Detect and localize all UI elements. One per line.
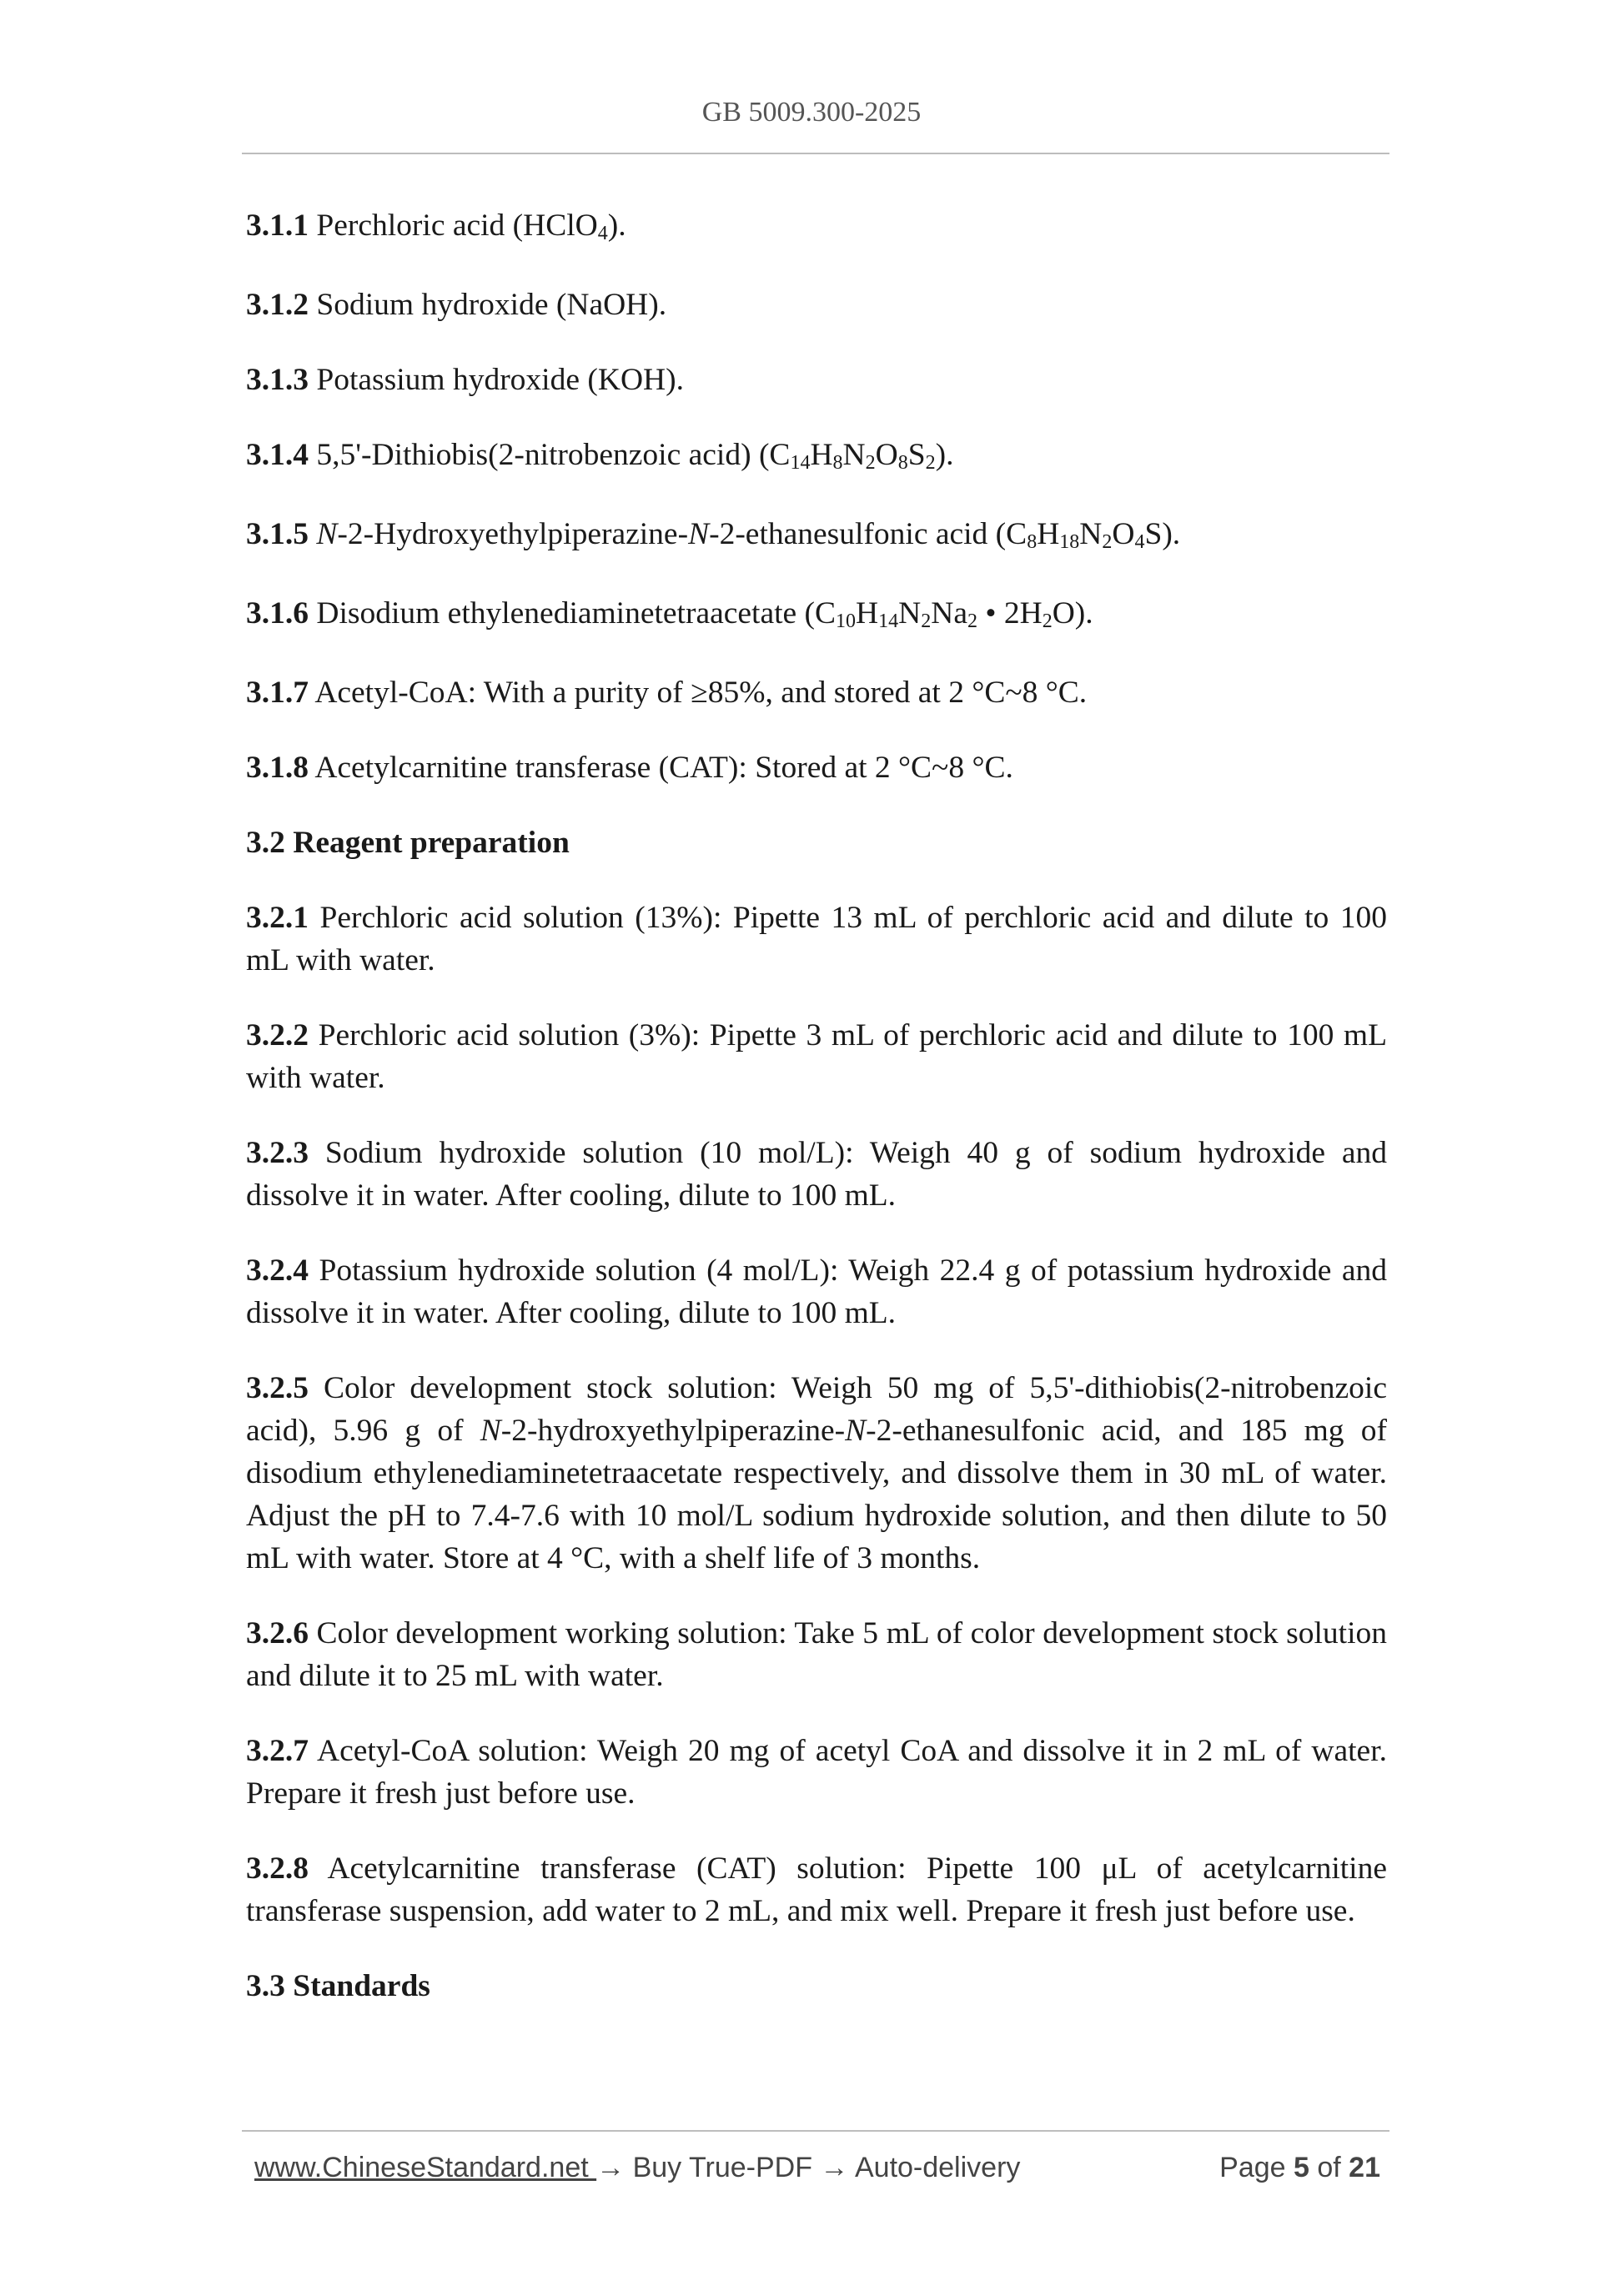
clause-text: Acetyl-CoA solution: Weigh 20 mg of acetyl CoA and dissolve it in 2 mL of water. Prepare it fresh just before use. (246, 1734, 1387, 1811)
clause-text: Acetyl-CoA: With a purity of ≥85%, and stored at 2 °C~8 °C. (314, 676, 1088, 710)
clause-number: 3.2.3 (246, 1136, 309, 1170)
clause-text: Sodium hydroxide solution (10 mol/L): Weigh 40 g of sodium hydroxide and dissolve it in water. After cooling, dilute to 100 mL. (246, 1136, 1387, 1213)
document-body (246, 204, 1387, 2040)
clause-text: Potassium hydroxide solution (4 mol/L): Weigh 22.4 g of potassium hydroxide and dissolve it in water. After cooling, dilute to 100 mL. (246, 1254, 1388, 1330)
clause-text: O (1112, 517, 1135, 551)
clause-text: Potassium hydroxide (KOH). (316, 363, 684, 397)
clause-paragraph (246, 897, 1387, 982)
clause-number: 3.2.4 (246, 1254, 309, 1288)
clause-number: 3.1.1 (246, 208, 309, 243)
clause-text: N (842, 438, 866, 472)
clause-text: Perchloric acid solution (3%): Pipette 3 mL of perchloric acid and dilute to 100 mL with water. (246, 1018, 1387, 1095)
clause-text: ). (935, 438, 954, 472)
subscript: 8 (1027, 531, 1038, 553)
clause-text: S). (1144, 517, 1181, 551)
clause-number: 3.1.2 (246, 288, 309, 322)
clause-text: -2-Hydroxyethylpiperazine- (337, 517, 689, 551)
clause-paragraph (246, 434, 1387, 480)
subscript: 14 (790, 452, 811, 474)
subscript: 14 (878, 610, 899, 632)
clause-text: H (1037, 517, 1060, 551)
section-heading-text: 3.2 Reagent preparation (246, 826, 570, 860)
page-header: GB 5009.300-2025 (701, 97, 922, 128)
clause-paragraph (246, 1014, 1387, 1099)
clause-number: 3.2.5 (246, 1371, 309, 1405)
page-footer (254, 2152, 1389, 2193)
italic-symbol: N (688, 517, 710, 551)
clause-text: Na (931, 596, 967, 631)
clause-paragraph (246, 746, 1387, 789)
clause-paragraph (246, 1132, 1387, 1217)
header-divider (242, 153, 1389, 154)
clause-text: Perchloric acid (HClO (316, 208, 598, 243)
subscript: 2 (967, 610, 977, 632)
section-heading (246, 821, 1387, 864)
clause-text: Acetylcarnitine transferase (CAT) solution: Pipette 100 μL of acetylcarnitine transferase suspension, add water to 2 mL, and mix well. Prepare it fresh just before use. (246, 1851, 1387, 1928)
subscript: 2 (1042, 610, 1053, 632)
clause-paragraph (246, 671, 1387, 714)
clause-number: 3.2.1 (246, 901, 309, 935)
arrow-icon: → (820, 2152, 849, 2183)
subscript: 8 (897, 452, 908, 474)
page-number: 5 (1294, 2152, 1309, 2183)
clause-text: Color development working solution: Take 5 mL of color development stock solution and dilute it to 25 mL with water. (246, 1616, 1387, 1693)
footer-divider (242, 2130, 1389, 2132)
clause-text: Perchloric acid solution (13%): Pipette 13 mL of perchloric acid and dilute to 100 mL with water. (246, 901, 1388, 977)
subscript: 2 (921, 610, 932, 632)
page-label: Page (1219, 2152, 1294, 2183)
clause-text: Acetylcarnitine transferase (CAT): Stored at 2 °C~8 °C. (314, 751, 1013, 785)
clause-text: N (898, 596, 922, 631)
subscript: 10 (836, 610, 857, 632)
buy-pdf-text: Buy True-PDF (625, 2152, 821, 2183)
clause-paragraph (246, 1367, 1387, 1580)
subscript: 2 (865, 452, 876, 474)
clause-text: H (856, 596, 879, 631)
clause-number: 3.2.2 (246, 1018, 309, 1053)
clause-number: 3.2.7 (246, 1734, 309, 1768)
total-pages: 21 (1349, 2152, 1380, 2183)
clause-text: O). (1052, 596, 1093, 631)
clause-number: 3.1.7 (246, 676, 309, 710)
clause-text: -2-ethanesulfonic acid, and 185 mg of disodium ethylenediaminetetraacetate respectively, and dissolve them in 30 mL of water. Adjust the pH to 7.4-7.6 with 10 mol/L sodium hydroxide solution, and then dilute to 50 mL with water. Store at 4 °C, with a shelf life of 3 months. (246, 1414, 1387, 1575)
footer-promo (254, 2152, 1020, 2184)
italic-symbol: N (480, 1414, 501, 1448)
clause-paragraph (246, 359, 1387, 401)
clause-text: -2-ethanesulfonic acid (C (709, 517, 1028, 551)
italic-symbol: N (845, 1414, 867, 1448)
clause-number: 3.2.6 (246, 1616, 309, 1650)
clause-number: 3.1.4 (246, 438, 309, 472)
clause-text: O (875, 438, 898, 472)
clause-paragraph (246, 513, 1387, 560)
arrow-icon: → (596, 2152, 626, 2183)
clause-number: 3.1.6 (246, 596, 309, 631)
clause-text: Disodium ethylenediaminetetraacetate (C (316, 596, 837, 631)
clause-number: 3.1.8 (246, 751, 309, 785)
section-heading-text: 3.3 Standards (246, 1969, 430, 2003)
subscript: 18 (1059, 531, 1080, 553)
clause-paragraph (246, 204, 1387, 251)
clause-text: • 2H (977, 596, 1043, 631)
clause-paragraph (246, 1847, 1387, 1932)
clause-text: N (1079, 517, 1103, 551)
clause-paragraph (246, 284, 1387, 326)
clause-paragraph (246, 1730, 1387, 1815)
clause-number: 3.2.8 (246, 1851, 309, 1886)
clause-text: Sodium hydroxide (NaOH). (316, 288, 667, 322)
clause-text: Color development stock solution: Weigh 50 mg of 5,5'-dithiobis(2-nitrobenzoic acid), 5.96 g of (246, 1371, 1387, 1448)
clause-text: S (907, 438, 926, 472)
clause-text: H (810, 438, 833, 472)
subscript: 2 (1102, 531, 1113, 553)
subscript: 2 (925, 452, 936, 474)
of-label: of (1309, 2152, 1349, 2183)
italic-symbol: N (316, 517, 338, 551)
auto-delivery-text: Auto-delivery (848, 2152, 1021, 2183)
subscript: 4 (1134, 531, 1145, 553)
page-indicator (1219, 2152, 1380, 2184)
subscript: 4 (597, 223, 608, 244)
clause-text: ). (607, 208, 626, 243)
subscript: 8 (832, 452, 843, 474)
clause-paragraph (246, 1249, 1387, 1334)
site-link[interactable]: www.ChineseStandard.net (254, 2152, 597, 2183)
clause-paragraph (246, 592, 1387, 639)
clause-text: 5,5'-Dithiobis(2-nitrobenzoic acid) (C (316, 438, 791, 472)
clause-paragraph (246, 1612, 1387, 1697)
clause-number: 3.1.3 (246, 363, 309, 397)
clause-text: -2-hydroxyethylpiperazine- (500, 1414, 846, 1448)
clause-number: 3.1.5 (246, 517, 309, 551)
section-heading (246, 1965, 1387, 2007)
